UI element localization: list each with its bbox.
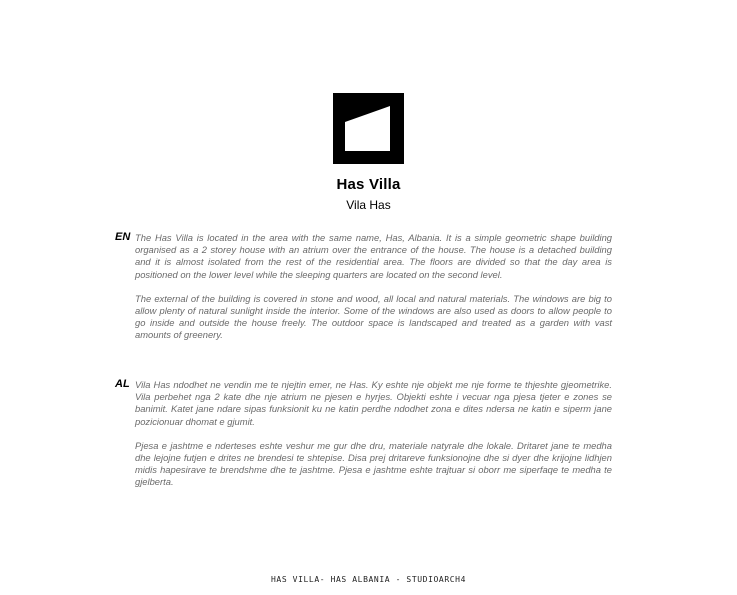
footer-credit: HAS VILLA- HAS ALBANIA - STUDIOARCH4 xyxy=(271,575,466,584)
text-block-al xyxy=(135,379,612,501)
paragraph: Vila Has ndodhet ne vendin me te njejtin emer, ne Has. Ky eshte nje objekt me nje forme te thjeshte gjeometrike. Vila perbehet nga 2 kate dhe nje atrium ne pjesen e hyrjes. Objekti eshte i vecuar nga pjesa tjeter e zones se banimit. Katet jane ndare sipas funksionit ku ne katin perdhe ndodhet zona e dites ndersa ne katin e siperm jane pozicionuar dhomat e gjumit. xyxy=(135,379,612,427)
paragraph: Pjesa e jashtme e nderteses eshte veshur me gur dhe dru, materiale natyrale dhe lokale. Dritaret jane te medha dhe lejojne futjen e drites ne brendesi te shtepise. Disa prej dritareve funksionojne dhe si dyer dhe krijojne lidhjen midis hapesirave te brendshme dhe te jashtme. Pjesa e jashtme eshte trajtuar si oborr me siperfaqe te medha te gjelberta. xyxy=(135,439,612,488)
paragraph: The external of the building is covered in stone and wood, all local and natural materials. The windows are big to allow plenty of natural sunlight inside the interior. Some of the windows are also used as doors to allow people to go inside and outside the house freely. The outdoor space is landscaped and treated as a garden with vast amounts of greenery. xyxy=(135,292,612,341)
paragraph: The Has Villa is located in the area with the same name, Has, Albania. It is a simple geometric shape building organised as a 2 storey house with an atrium over the entrance of the house. The house is a detached building and it is almost isolated from the rest of the residential area. The floors are divided so that the day area is positioned on the lower level while the sleeping quarters are located on the second level. xyxy=(135,232,612,280)
page-title: Has Villa xyxy=(336,176,401,193)
language-label-en: EN xyxy=(115,231,131,243)
text-block-en xyxy=(135,232,612,354)
language-label-al: AL xyxy=(115,378,130,390)
logo xyxy=(333,93,404,164)
page-subtitle: Vila Has xyxy=(346,198,391,212)
house-outline-icon xyxy=(333,93,404,164)
